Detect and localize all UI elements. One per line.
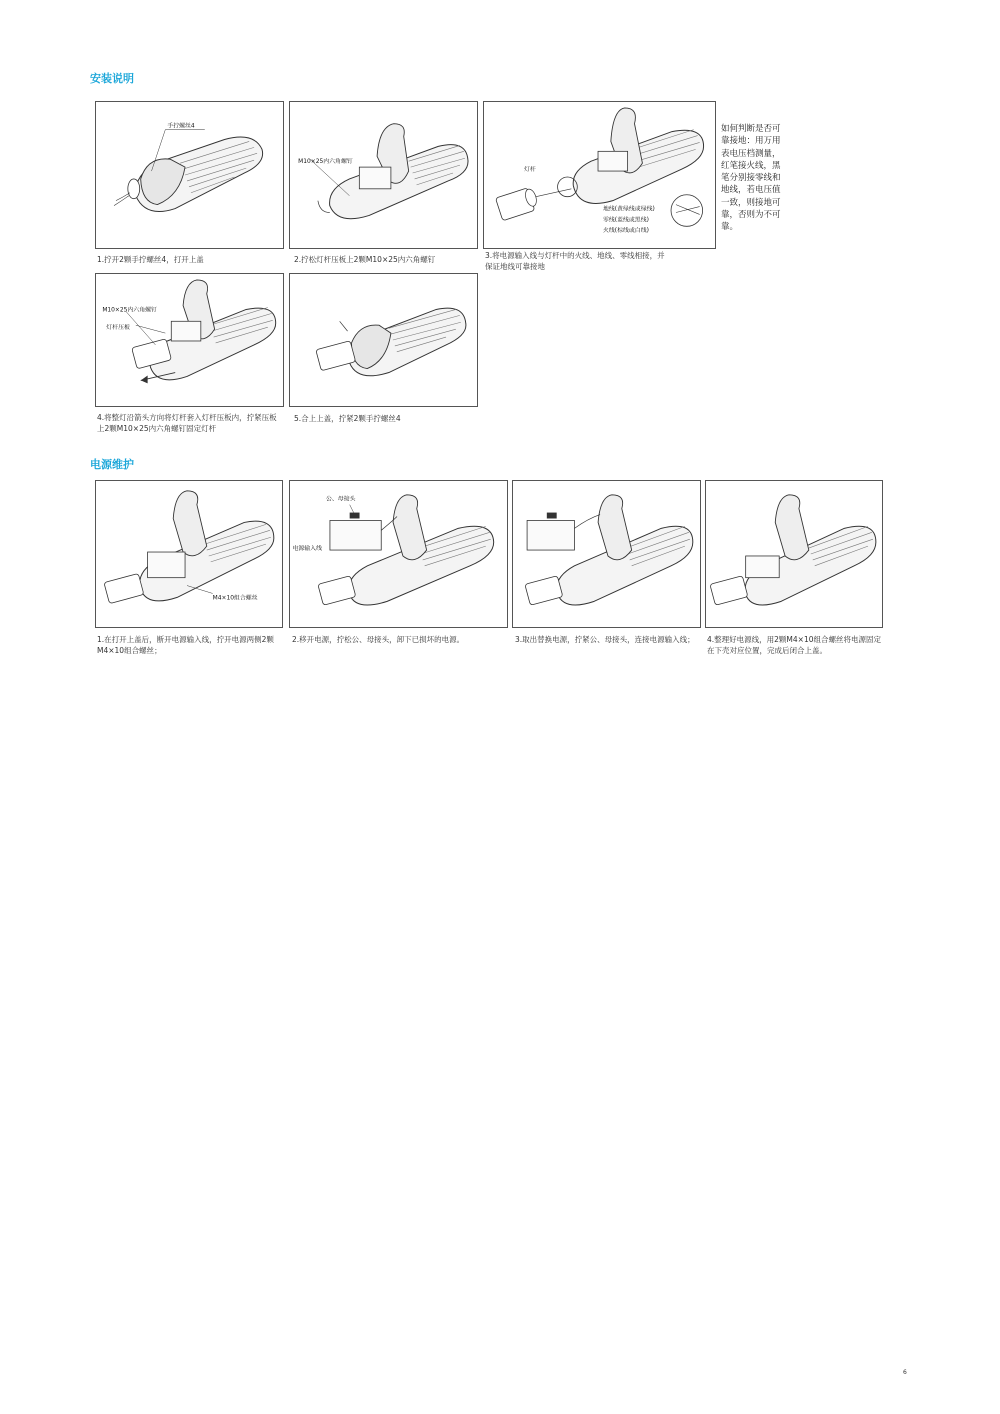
label-hex-screw: M10×25内六角螺钉 [298, 159, 353, 166]
power-step-1-figure [95, 480, 283, 628]
install-step-3-figure [483, 101, 716, 249]
label-power-input: 电源输入线 [292, 546, 322, 553]
label-live-wire: 火线(棕线或白线) [602, 228, 649, 235]
install-step-5-figure [289, 273, 478, 407]
install-step-5-caption: 5.合上上盖，拧紧2颗手拧螺丝4 [294, 414, 401, 423]
install-step-2-figure [289, 101, 478, 249]
label-combo-screw: M4×10组合螺丝 [212, 595, 258, 602]
page-number: 6 [903, 1369, 907, 1376]
label-neutral-wire: 零线(蓝线或黑线) [602, 217, 649, 224]
power-unit-replace-illustration [513, 481, 700, 627]
label-connector: 公、母接头 [325, 496, 356, 503]
power-unit-secured-illustration [706, 481, 882, 627]
install-step-4-figure [95, 273, 284, 407]
label-lamp-pole: 灯杆 [524, 167, 536, 174]
power-step-4-caption: 4.整理好电源线，用2颗M4×10组合螺丝将电源固定在下壳对应位置，完成后闭合上盖。 [707, 635, 881, 655]
streetlight-closed-illustration [96, 102, 283, 248]
power-step-2-caption: 2.移开电源，拧松公、母接头，卸下已损坏的电源。 [292, 635, 465, 644]
pole-insertion-illustration [96, 274, 283, 406]
power-unit-screws-illustration [96, 481, 282, 627]
power-step-3-caption: 3.取出替换电源，拧紧公、母接头，连接电源输入线； [515, 635, 695, 644]
power-step-2-figure [289, 480, 508, 628]
power-step-1-caption: 1.在打开上盖后，断开电源输入线，拧开电源两侧2颗M4×10组合螺丝； [97, 635, 274, 655]
install-step-3-caption: 3.将电源输入线与灯杆中的火线、地线、零线相接，并保证地线可靠接地 [485, 251, 665, 271]
streetlight-assembled-illustration [290, 274, 477, 406]
power-step-3-figure [512, 480, 701, 628]
label-pole-clamp: 灯杆压板 [106, 325, 130, 332]
install-step-2-caption: 2.拧松灯杆压板上2颗M10×25内六角螺钉 [294, 255, 436, 264]
install-step-4-caption: 4.将整灯沿箭头方向将灯杆套入灯杆压板内，拧紧压板上2颗M10×25内六角螺钉固定灯杆 [97, 413, 277, 433]
label-ground-wire: 地线(黄绿线或绿线) [602, 206, 655, 213]
label-hand-screw: 手拧螺丝4 [167, 123, 195, 130]
wiring-connection-illustration [484, 102, 715, 248]
power-step-4-figure [705, 480, 883, 628]
install-section-title: 安装说明 [90, 72, 134, 85]
label-hex-screw-2: M10×25内六角螺钉 [102, 307, 157, 314]
power-section-title: 电源维护 [90, 458, 134, 471]
grounding-side-note: 如何判断是否可靠接地：用万用表电压档测量，红笔接火线，黑笔分别接零线和地线，若电压值一致，则接地可靠，否则为不可靠。 [721, 124, 781, 233]
install-step-1-caption: 1.拧开2颗手拧螺丝4，打开上盖 [97, 255, 204, 264]
install-step-1-figure [95, 101, 284, 249]
power-unit-removal-illustration [290, 481, 507, 627]
streetlight-open-illustration [290, 102, 477, 248]
